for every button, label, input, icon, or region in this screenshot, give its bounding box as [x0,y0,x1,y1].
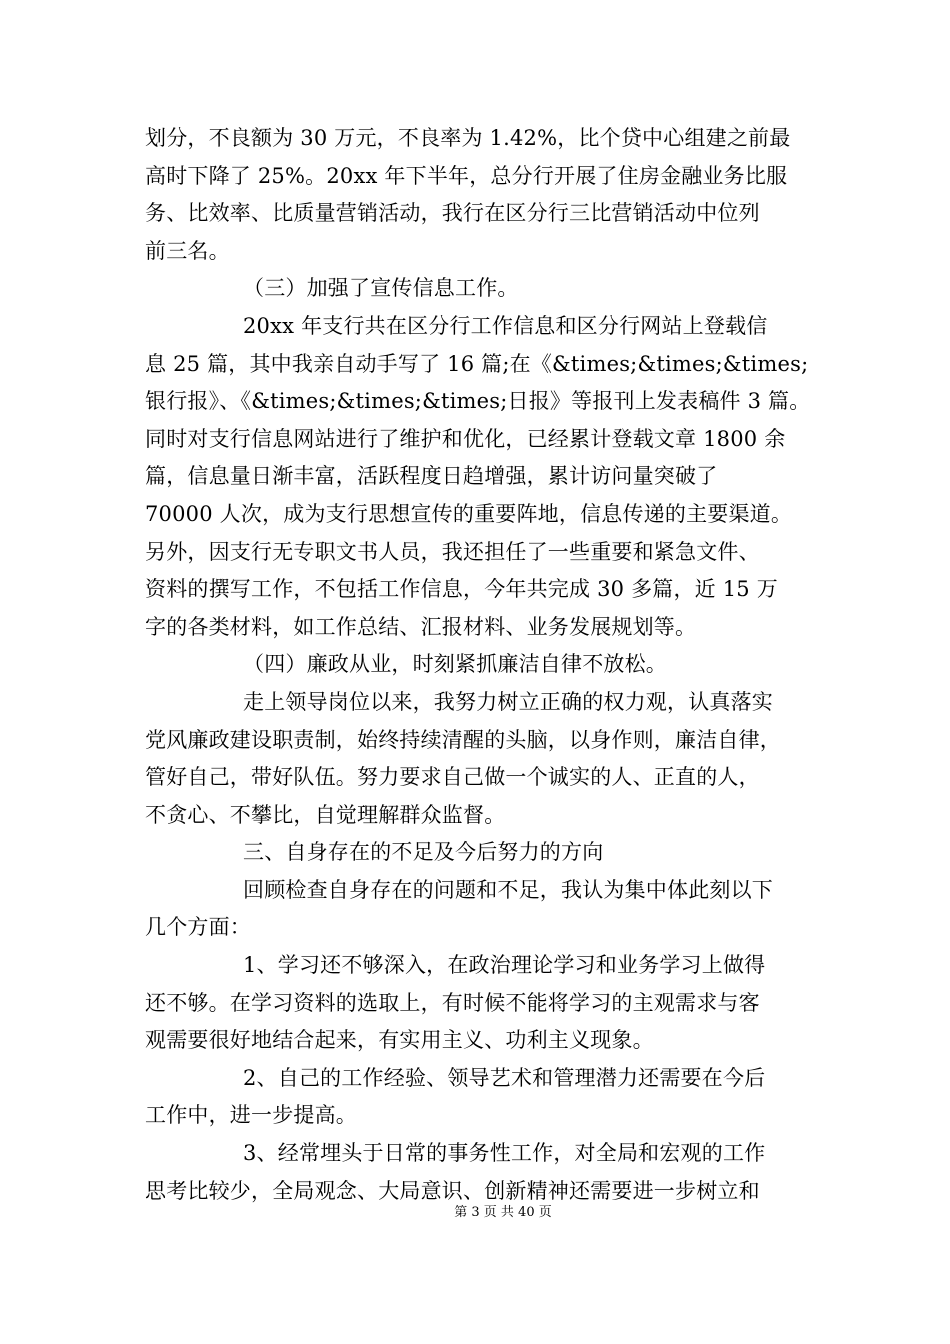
text-line: 资料的撰写工作，不包括工作信息，今年共完成 30 多篇，近 15 万 [145,577,778,602]
list-item: 3、经常埋头于日常的事务性工作，对全局和宏观的工作 [243,1141,766,1166]
text-line: 回顾检查自身存在的问题和不足，我认为集中体此刻以下 [243,877,773,902]
text-line: 几个方面： [145,915,251,940]
text-line: 另外，因支行无专职文书人员，我还担任了一些重要和紧急文件、 [145,539,760,564]
list-item: 1、学习还不够深入，在政治理论学习和业务学习上做得 [243,953,766,978]
text-line: 高时下降了 25%。20xx 年下半年，总分行开展了住房金融业务比服 [145,163,788,188]
text-line: 务、比效率、比质量营销活动，我行在区分行三比营销活动中位列 [145,201,760,226]
text-line: 还不够。在学习资料的选取上，有时候不能将学习的主观需求与客 [145,990,760,1015]
text-line: 管好自己，带好队伍。努力要求自己做一个诚实的人、正直的人， [145,765,760,790]
text-line: 工作中，进一步提高。 [145,1103,357,1128]
text-line: 字的各类材料，如工作总结、汇报材料、业务发展规划等。 [145,614,697,639]
text-line: 20xx 年支行共在区分行工作信息和区分行网站上登载信 [243,313,768,338]
document-body [145,120,817,1210]
section-heading: 三、自身存在的不足及今后努力的方向 [243,840,604,865]
text-line: 不贪心、不攀比，自觉理解群众监督。 [145,802,506,827]
page-number-footer: 第 3 页 共 40 页 [454,1205,552,1220]
text-line: 观需要很好地结合起来，有实用主义、功利主义现象。 [145,1028,654,1053]
text-line: 走上领导岗位以来，我努力树立正确的权力观，认真落实 [243,689,773,714]
section-heading: （四）廉政从业，时刻紧抓廉洁自律不放松。 [243,652,667,677]
text-line: 银行报》、《&times;&times;&times;日报》等报刊上发表稿件 3 篇。 [145,389,811,414]
text-line: 划分，不良额为 30 万元，不良率为 1.42%，比个贷中心组建之前最 [145,126,791,150]
text-line: 70000 人次，成为支行思想宣传的重要阵地，信息传递的主要渠道。 [145,501,793,526]
text-line: 篇，信息量日渐丰富，活跃程度日趋增强，累计访问量突破了 [145,464,718,489]
text-line: 党风廉政建设职责制，始终持续清醒的头脑，以身作则，廉洁自律， [145,727,781,752]
text-line: 息 25 篇，其中我亲自动手写了 16 篇;在《&times;&times;&times; [145,351,809,376]
text-line: 同时对支行信息网站进行了维护和优化，已经累计登载文章 1800 余 [145,426,786,451]
text-line: 思考比较少，全局观念、大局意识、创新精神还需要进一步树立和 [145,1178,760,1203]
section-heading: （三）加强了宣传信息工作。 [243,276,519,301]
list-item: 2、自己的工作经验、领导艺术和管理潜力还需要在今后 [243,1065,766,1090]
text-line: 前三名。 [145,238,230,263]
